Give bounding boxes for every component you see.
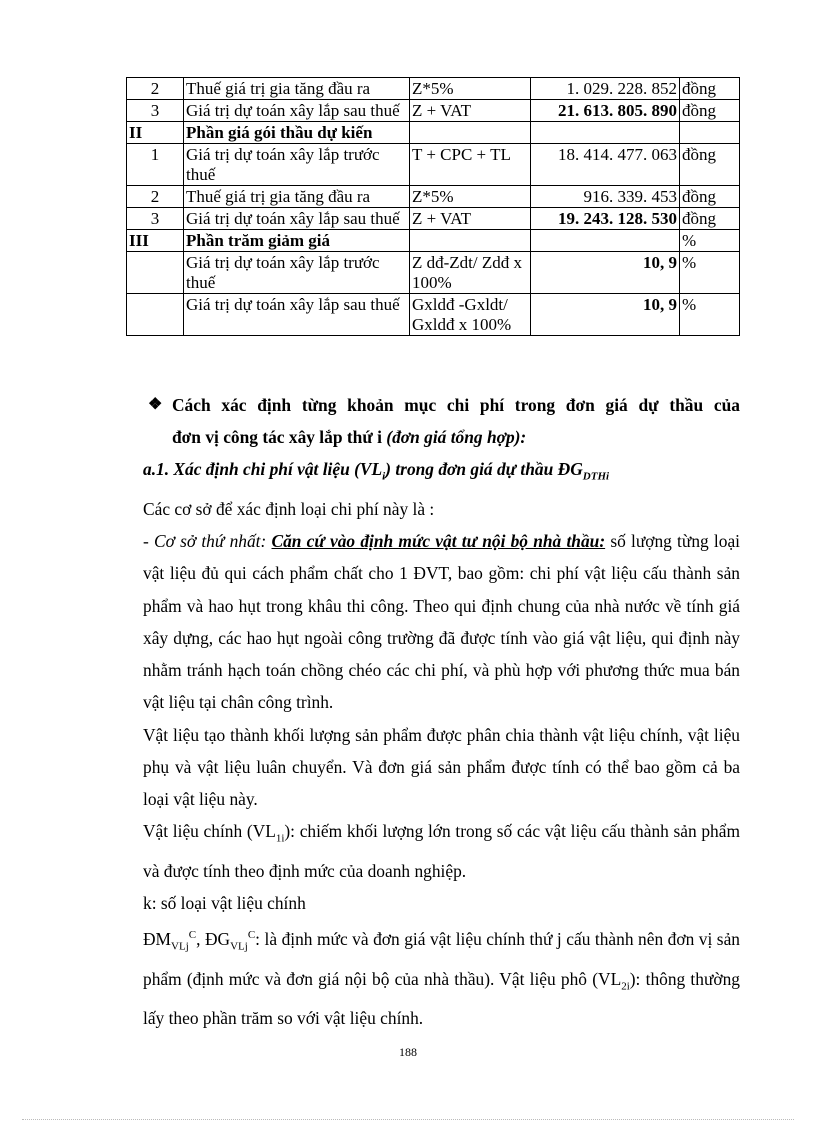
paragraph-main-material: Vật liệu chính $(VL_{1i})$: chiếm khối lượng lớn trong số các vật liệu cấu thành sản phẩm và được tính theo định mức của doanh nghiệp. xyxy=(143,821,741,881)
row-formula xyxy=(410,230,531,252)
row-value: 21. 613. 805. 890 xyxy=(531,100,680,122)
table-row xyxy=(127,252,740,294)
page-bottom-divider xyxy=(22,1119,794,1120)
row-value: 18. 414. 477. 063 xyxy=(531,144,680,186)
row-number: 2 xyxy=(127,186,184,208)
page-number: 188 xyxy=(399,1045,417,1059)
row-number: III xyxy=(127,230,184,252)
row-unit: đồng xyxy=(680,208,740,230)
section-heading-line1: Cách xác định từng khoản mục chi phí trong đơn giá dự thầu của xyxy=(172,395,740,415)
row-item: Giá trị dự toán xây lắp trước thuế xyxy=(184,144,410,186)
diamond-bullet-icon: ❖ xyxy=(148,396,163,413)
row-number: 2 xyxy=(127,78,184,100)
row-formula: Z dđ-Zdt/ Zdđ x 100% xyxy=(410,252,531,294)
row-item: Thuế giá trị gia tăng đầu ra xyxy=(184,78,410,100)
row-number: 3 xyxy=(127,100,184,122)
row-item: Giá trị dự toán xây lắp sau thuế xyxy=(184,100,410,122)
row-unit: % xyxy=(680,294,740,336)
row-formula: Z*5% xyxy=(410,78,531,100)
row-value: 10, 9 xyxy=(531,294,680,336)
row-number xyxy=(127,294,184,336)
row-formula: Z*5% xyxy=(410,186,531,208)
table-row xyxy=(127,208,740,230)
row-item: Giá trị dự toán xây lắp sau thuế xyxy=(184,208,410,230)
row-item: Giá trị dự toán xây lắp sau thuế xyxy=(184,294,410,336)
row-number: 3 xyxy=(127,208,184,230)
row-value: 916. 339. 453 xyxy=(531,186,680,208)
row-value xyxy=(531,122,680,144)
row-value: 19. 243. 128. 530 xyxy=(531,208,680,230)
row-item: Thuế giá trị gia tăng đầu ra xyxy=(184,186,410,208)
row-number: 1 xyxy=(127,144,184,186)
row-unit: đồng xyxy=(680,100,740,122)
row-number xyxy=(127,252,184,294)
cost-estimate-table xyxy=(126,77,740,336)
row-value xyxy=(531,230,680,252)
row-formula xyxy=(410,122,531,144)
row-unit xyxy=(680,122,740,144)
row-unit: % xyxy=(680,252,740,294)
row-unit: đồng xyxy=(680,144,740,186)
paragraph-norm: $ĐM_{VLj}^C$, $ĐG_{VLj}^C$: là định mức và đơn giá vật liệu chính thứ j cấu thành nên đơn vị sản phẩm (định mức và đơn giá nội bộ của nhà thầu). Vật liệu phô $(VL_{2i})$: thông thường lấy theo phần trăm so với vật liệu chính. xyxy=(143,928,740,1029)
row-formula: T + CPC + TL xyxy=(410,144,531,186)
subsection-heading-a1: a.1. Xác định chi phí vật liệu $(VL_i)$ trong đơn giá dự thầu $ĐG_{DTHi}$ xyxy=(143,459,610,483)
row-value: 10, 9 xyxy=(531,252,680,294)
row-formula: Gxldđ -Gxldt/ Gxldđ x 100% xyxy=(410,294,531,336)
section-heading xyxy=(143,389,740,421)
table-row xyxy=(127,294,740,336)
row-item: Phần trăm giảm giá xyxy=(184,230,410,252)
row-unit: đồng xyxy=(680,78,740,100)
body-text xyxy=(143,389,740,1035)
paragraph-k: k: số loại vật liệu chính xyxy=(143,892,306,913)
row-number: II xyxy=(127,122,184,144)
table-row xyxy=(127,144,740,186)
row-unit: đồng xyxy=(680,186,740,208)
row-value: 1. 029. 228. 852 xyxy=(531,78,680,100)
paragraph-intro: Các cơ sở để xác định loại chi phí này là : xyxy=(143,499,435,520)
paragraph-coso1: - Cơ sở thứ nhất: Căn cứ vào định mức vật tư nội bộ nhà thầu: số lượng từng loại vật liệu đủ qui cách phẩm chất cho 1 ĐVT, bao gồm: chi phí vật liệu cấu thành sản phẩm và hao hụt trong khâu thi công. Theo qui định chung của nhà nước về tính giá xây dựng, các hao hụt ngoài công trường đã được tính vào giá vật liệu, qui định này nhằm tránh hạch toán chồng chéo các chi phí, và phù hợp với phương thức mua bán vật liệu tại chân công trình. xyxy=(143,531,740,713)
row-unit: % xyxy=(680,230,740,252)
row-item: Phần giá gói thầu dự kiến xyxy=(184,122,410,144)
section-heading-line2: đơn vị công tác xây lắp thứ i (đơn giá tổng hợp): xyxy=(172,427,527,448)
table-row xyxy=(127,186,740,208)
row-formula: Z + VAT xyxy=(410,208,531,230)
row-item: Giá trị dự toán xây lắp trước thuế xyxy=(184,252,410,294)
paragraph-materials: Vật liệu tạo thành khối lượng sản phẩm được phân chia thành vật liệu chính, vật liệu phụ và vật liệu luân chuyển. Và đơn giá sản phẩm được tính có thể bao gồm cả ba loại vật liệu này. xyxy=(143,724,740,809)
table-row xyxy=(127,230,740,252)
table-row xyxy=(127,122,740,144)
table-row xyxy=(127,100,740,122)
table-row xyxy=(127,78,740,100)
row-formula: Z + VAT xyxy=(410,100,531,122)
